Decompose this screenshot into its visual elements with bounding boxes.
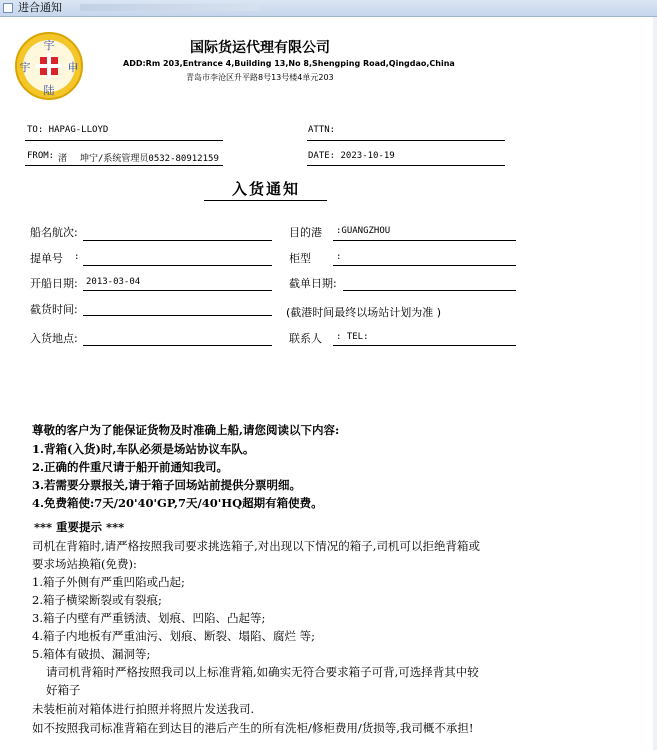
bl-label: 提单号 [30,252,63,265]
vessel-label: 船名航次: [30,226,78,239]
driver-instruction-line2: 好箱子 [46,683,81,697]
disclaimer: 如不按照我司标准背箱在到达目的港后产生的所有洗柜/修柜费用/货损等,我司概不承担! [32,721,474,735]
logo-char-top: 宇 [43,39,55,52]
sail-date-label: 开船日期: [30,277,78,290]
notice-item: 2.正确的件重尺请于船开前通知我司。 [32,460,229,474]
cutoff-date-label: 截单日期: [289,277,337,290]
date-underline [307,165,505,166]
document-page [0,17,657,750]
notice-item: 3.若需要分票报关,请于箱子回场站前提供分票明细。 [32,478,302,492]
attn-underline [307,140,505,141]
contact-label: 联系人 [289,332,322,345]
to-underline [25,140,223,141]
vertical-scrollbar[interactable] [653,17,657,750]
document-title: 入货通知 [232,180,301,198]
bl-value: : [74,252,80,262]
cargo-cutoff-underline [83,315,272,316]
from-value: 坤宁/系统管理员0532-80912159 [80,154,219,164]
logo-char-bottom: 陆 [43,84,55,97]
notice-item: 4.免费箱使:7天/20'40'GP,7天/40'HQ超期有箱使费。 [32,496,323,510]
driver-instruction-line1: 请司机背箱时严格按照我司以上标准背箱,如确实无符合要求箱子可背,可选择背其中较 [46,665,479,679]
photo-instruction: 未装柜前对箱体进行拍照并将照片发送我司. [32,702,255,716]
condition-item: 5.箱体有破损、漏洞等; [32,647,151,661]
vessel-underline [83,240,272,241]
notice-item: 1.背箱(入货)时,车队必须是场站协议车队。 [32,442,255,456]
from-underline [25,165,223,166]
important-heading: *** 重要提示 *** [34,520,125,534]
logo-char-right: 申 [67,61,79,74]
logo-char-left: 宇 [19,61,31,74]
notice-intro: 尊敬的客户为了能保证货物及时准确上船,请您阅读以下内容: [32,423,340,437]
contact-underline [333,345,516,346]
condition-item: 3.箱子内壁有严重锈渍、划痕、凹陷、凸起等; [32,611,266,625]
company-name: 国际货运代理有限公司 [190,40,330,56]
dest-underline [333,240,516,241]
title-underline [204,200,327,201]
bl-underline [83,265,272,266]
date-field: DATE: 2023-10-19 [308,151,395,161]
cutoff-date-underline [343,290,516,291]
cargo-cutoff-note: (截港时间最终以场站计划为准 ) [286,306,442,319]
window-app-icon [3,3,13,13]
from-label: FROM: [27,151,55,161]
from-initial: 渚 [58,154,68,164]
condition-item: 4.箱子内地板有严重油污、划痕、断裂、塌陷、腐烂 等; [32,629,315,643]
window-title: 进合通知 [18,1,62,14]
condition-item: 2.箱子横梁断裂或有裂痕; [32,593,162,607]
contact-value: : TEL: [336,332,369,342]
ctype-value: : [336,252,342,262]
sail-date-underline [83,290,272,291]
ctype-label: 柜型 [289,252,311,265]
to-field: TO: HAPAG-LLOYD [27,125,109,135]
company-address-en: ADD:Rm 203,Entrance 4,Building 13,No 8,Shengping Road,Qingdao,China [123,59,455,68]
dest-label: 目的港 [289,226,322,239]
attn-field: ATTN: [308,125,336,135]
driver-rule-line1: 司机在背箱时,请严格按照我司要求挑选箱子,对出现以下情况的箱子,司机可以拒绝背箱或 [32,539,480,553]
window-titlebar [0,0,657,17]
cargo-cutoff-label: 截货时间: [30,303,78,316]
titlebar-blur [80,4,260,11]
ctype-underline [333,265,516,266]
driver-rule-line2: 要求场站换箱(免费): [32,557,137,571]
condition-item: 1.箱子外侧有严重凹陷或凸起; [32,575,185,589]
delivery-place-label: 入货地点: [30,332,78,345]
company-logo [14,31,84,101]
delivery-place-underline [83,345,272,346]
sail-date-value: 2013-03-04 [86,277,141,287]
company-address-cn: 青岛市李沧区升平路8号13号楼4单元203 [186,73,334,82]
dest-value: :GUANGZHOU [336,226,391,236]
